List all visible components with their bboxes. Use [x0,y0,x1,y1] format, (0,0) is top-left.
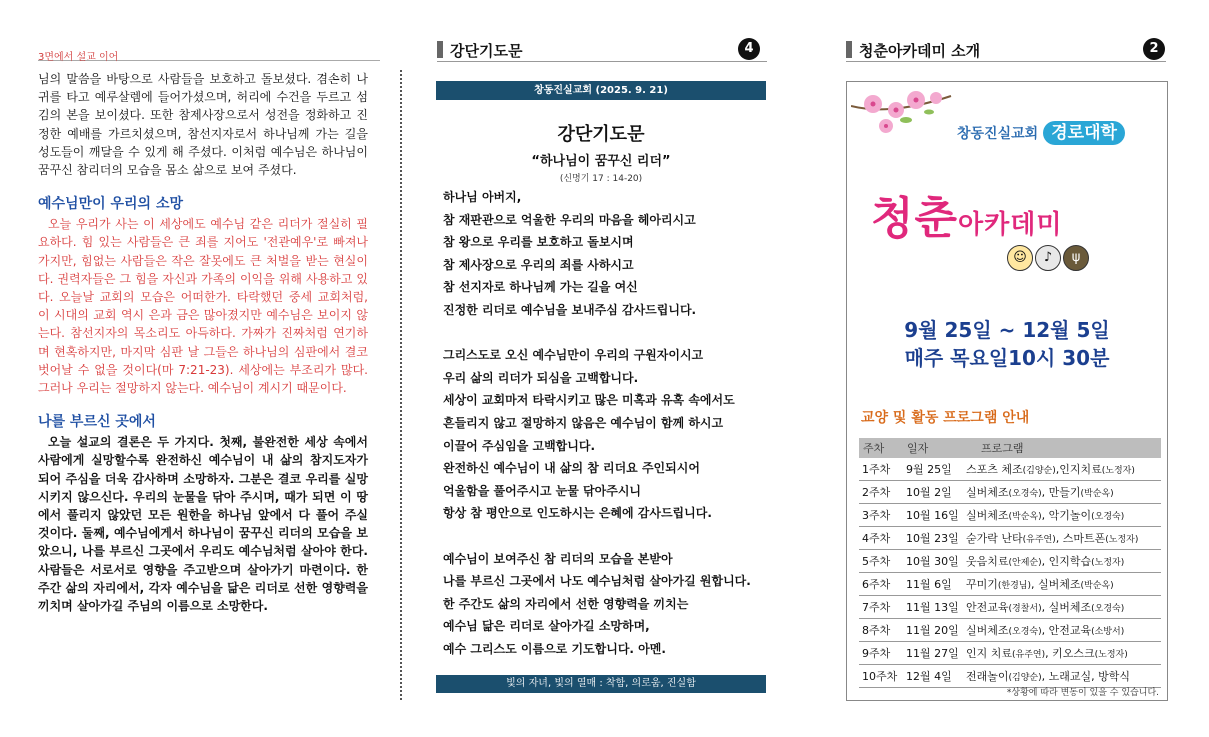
date-text: 11월 20일 [906,624,959,637]
prayer-line: 나를 부르신 그곳에서 나도 예수님처럼 살아가길 원합니다. [443,574,751,589]
prayer-line: 진정한 리더로 예수님을 보내주심 감사드립니다. [443,302,697,317]
date-text: 11월 13일 [906,601,959,614]
cell-date [903,573,963,596]
continued-label: 3면에서 설교 이어 [38,52,119,63]
program-text: 안전교육 [966,601,1009,614]
instructor2-text: (노정자) [1091,558,1125,568]
cell-date [903,619,963,642]
academy-panel [846,81,1168,701]
prayer-line: 완전하신 예수님이 내 삶의 참 리더요 주인되시어 [443,461,700,476]
cell-week [859,642,903,665]
program2-text: , 실버체조 [1041,601,1092,614]
table-row [859,596,1161,619]
program-heading: 교양 및 활동 프로그램 안내 [861,410,1030,426]
cell-week [859,596,903,619]
section2-paragraph: 오늘 설교의 결론은 두 가지다. 첫째, 불완전한 세상 속에서 사람에게 실망할수록 완전하신 예수님이 내 삶의 참지도자가 되어 주심을 더욱 감사하며 소망하자. 그분은 결코 우리를 실망시키지 않으신다. 우리의 눈물을 닦아 주시며, 때가 되면 이 땅에서 풀리지 않았던 모든 원한을 하나님 앞에서 다 풀어 주실 것이다. 둘째, 예수님에게서 하나님이 꿈꾸신 리더의 모습을 보았으니, 나를 부르신 그곳에서 우리도 예수님처럼 살아야 한다. 사람들은 서로서로 영향을 주고받으며 살아가기 마련이다. 한 주간 삶의 자리에서, 각자 예수님을 닮은 리더로 선한 영향력을 끼치며 살아가길 주님의 이름으로 소망한다. [38,435,368,614]
cell-week [859,458,903,481]
cell-week [859,527,903,550]
program2-text: , 만들기 [1041,486,1081,499]
prayer-line: 참 선지자로 하나님께 가는 길을 여신 [443,280,638,295]
program-text: 웃음치료 [966,555,1009,568]
prayer-line: 우리 삶의 리더가 되심을 고백합니다. [443,370,639,385]
week-text: 6주차 [862,578,891,591]
date-text: 10월 16일 [906,509,959,522]
program2-text: ,인지치료 [1055,463,1102,476]
right-header-bar [846,41,852,58]
table-row [859,642,1161,665]
instructor-text: (오경숙) [1008,627,1042,637]
instructor2-text: (박순옥) [1080,489,1114,499]
program-text: 스포츠 체조 [966,463,1023,476]
academy-title-small: 아카데미 [958,210,1063,240]
cell-program [963,596,1161,619]
academy-title [871,182,1062,246]
church-name: 창동진실교회 [957,126,1039,142]
page-number-4: 4 [738,38,760,60]
elder-college-badge: 경로대학 [1043,121,1125,145]
col-week: 주차 [859,438,903,458]
cell-week [859,481,903,504]
prayer-line: 억울함을 풀어주시고 눈물 닦아주시니 [443,483,642,498]
middle-section-title: 강단기도문 [450,42,523,60]
middle-header-bar [437,41,443,58]
cell-week [859,550,903,573]
instructor-text: (김양순) [1022,466,1056,476]
week-text: 5주차 [862,555,891,568]
date-text: 12월 4일 [906,670,952,683]
cell-date [903,596,963,619]
week-text: 2주차 [862,486,891,499]
instructor2-text: (박순옥) [1080,581,1114,591]
instructor2-text: (오경숙) [1091,604,1125,614]
col-date: 일자 [903,438,963,458]
cell-week [859,573,903,596]
right-header-line [846,61,1166,62]
prayer-line: 참 제사장으로 우리의 죄를 사하시고 [443,257,634,272]
prayer-line: 참 재판관으로 억울한 우리의 마음을 헤아리시고 [443,212,696,227]
academy-title-big: 청춘 [871,193,959,244]
prayer-line: 세상이 교회마저 타락시키고 많은 미혹과 유혹 속에서도 [443,393,735,408]
prayer-line: 이끌어 주심임을 고백합니다. [443,438,596,453]
date-text: 10월 30일 [906,555,959,568]
table-row [859,619,1161,642]
intro-paragraph: 님의 말씀을 바탕으로 사람들을 보호하고 돌보셨다. 겸손히 나귀를 타고 예루살렘에 들어가셨으며, 허리에 수건을 두르고 섬김의 본을 보이셨다. 또한 참제사장으로서 성전을 정화하고 진정한 예배를 가르치셨으며, 참선지자로서 하나님께 가는 길을 성도들이 깨달을 수 있게 해 주셨다. 이처럼 예수님은 하나님이 꿈꾸신 참리더의 모습을 몸소 삶으로 보여 주셨다. [38,72,368,178]
week-text: 10주차 [862,670,898,683]
week-text: 8주차 [862,624,891,637]
program-text: 숟가락 난타 [966,532,1023,545]
instructor-text: (경찰서) [1008,604,1042,614]
week-text: 3주차 [862,509,891,522]
prayer-line: 하나님 아버지, [443,190,522,204]
prayer-line: 예수님 닮은 리더로 살아가길 소망하며, [443,619,650,634]
program2-text: , 인지학습 [1041,555,1092,568]
cell-date [903,458,963,481]
instructor2-text: (오경숙) [1091,512,1125,522]
column-divider [400,70,402,700]
cell-date [903,642,963,665]
program-table [859,438,1161,688]
instructor-text: (오경숙) [1008,489,1042,499]
cell-date [903,504,963,527]
section2-title: 나를 부르신 곳에서 [38,414,156,431]
program2-text: , 실버체조 [1031,578,1081,591]
prayer-body [443,186,773,660]
program-text: 인지 치료 [966,647,1013,660]
cell-program [963,504,1161,527]
cell-week [859,619,903,642]
cell-program [963,458,1161,481]
program2-text: , 악기놀이 [1041,509,1092,522]
prayer-line: 예수 그리스도 이름으로 기도합니다. 아멘. [443,641,666,656]
program2-text: , 키오스크 [1045,647,1095,660]
instructor2-text: (노정자) [1094,650,1128,660]
table-row [859,481,1161,504]
date-text: 9월 25일 [906,463,952,476]
cell-program [963,550,1161,573]
utensils-icon: ψ [1063,245,1089,271]
right-section-title: 청춘아카데미 소개 [859,42,981,60]
cell-date [903,527,963,550]
activity-icons [1007,245,1091,271]
program2-text: , 스마트폰 [1055,532,1106,545]
week-text: 7주차 [862,601,891,614]
instructor-text: (김양순) [1008,673,1042,683]
prayer-line [443,322,773,345]
prayer-line: 한 주간도 삶의 자리에서 선한 영향력을 끼치는 [443,596,689,611]
cell-program [963,573,1161,596]
instructor-text: (유주연) [1012,650,1046,660]
date-text: 11월 6일 [906,578,952,591]
schedule-note: *상황에 따라 변동이 있을 수 있습니다. [1006,688,1159,698]
prayer-line: 항상 참 평안으로 인도하시는 은혜에 감사드립니다. [443,506,712,521]
cell-week [859,504,903,527]
section1-paragraph: 오늘 우리가 사는 이 세상에도 예수님 같은 리더가 절실히 필요하다. 힘 있는 사람들은 큰 죄를 지어도 '전관예우'로 빠져나가지만, 힘없는 사람들은 작은 잘못에도 큰 처벌을 받는 현실이다. 권력자들은 그 힘을 자신과 가족의 이익을 위해 사용하고 있다. 오늘날 교회의 모습은 어떠한가. 타락했던 중세 교회처럼, 이 시대의 교회 역시 은과 금은 많아졌지만 예수님은 보이지 않는다. 참선지자의 목소리도 아득하다. 가짜가 진짜처럼 연기하며 현혹하지만, 마지막 심판 날 그들은 하나님의 심판에서 결코 벗어날 수 없을 것이다(마 7:21-23). 세상에는 부조리가 많다. 그러나 우리는 절망하지 않는다. 예수님이 계시기 때문이다. [38,217,368,396]
cell-program [963,481,1161,504]
prayer-line: 참 왕으로 우리를 보호하고 돌보시며 [443,235,634,250]
program-text: 꾸미기 [966,578,998,591]
week-text: 9주차 [862,647,891,660]
program-text: 실버체조 [966,509,1009,522]
table-row [859,504,1161,527]
prayer-line [443,525,773,548]
cell-program [963,527,1161,550]
footer-bar: 빛의 자녀, 빛의 열매 : 착함, 의로움, 진실함 [436,675,766,693]
sermon-column [38,70,368,615]
prayer-line: 그리스도로 오신 예수님만이 우리의 구원자이시고 [443,348,704,363]
date-range: 9월 25일 ~ 12월 5일 [904,318,1110,342]
person-icon: ☺ [1007,245,1033,271]
instructor-text: (유주연) [1022,535,1056,545]
cell-date [903,481,963,504]
date-text: 10월 2일 [906,486,952,499]
page-number-2: 2 [1143,38,1165,60]
instructor2-text: (소방서) [1091,627,1125,637]
program2-text: , 노래교실, 방학식 [1041,670,1130,683]
microphone-icon: ♪ [1035,245,1061,271]
weekly-schedule: 매주 목요일10시 30분 [904,346,1110,370]
program-text: 실버체조 [966,486,1009,499]
week-text: 4주차 [862,532,891,545]
table-row [859,458,1161,481]
prayer-line: 예수님이 보여주신 참 리더의 모습을 본받아 [443,551,673,566]
section1-title: 예수님만이 우리의 소망 [38,196,183,213]
date-text: 11월 27일 [906,647,959,660]
cell-date [903,550,963,573]
church-date-bar: 창동진실교회 (2025. 9. 21) [436,81,766,100]
table-row [859,573,1161,596]
cell-program [963,642,1161,665]
instructor2-text: (노정자) [1101,466,1135,476]
week-text: 1주차 [862,463,891,476]
prayer-subtitle: “하나님이 꿈꾸신 리더” [531,154,671,169]
middle-header-line [437,61,767,62]
prayer-line: 흔들리지 않고 절망하지 않음은 예수님이 함께 하시고 [443,415,724,430]
scripture-reference: (신명기 17 : 14-20) [559,174,643,184]
col-program: 프로그램 [963,438,1161,458]
date-text: 10월 23일 [906,532,959,545]
table-header-row [859,438,1161,458]
program-text: 실버체조 [966,624,1009,637]
instructor-text: (안제순) [1008,558,1042,568]
instructor-text: (박순옥) [1008,512,1042,522]
blossom-icon [851,86,961,146]
instructor-text: (한경님) [997,581,1031,591]
prayer-title: 강단기도문 [557,124,645,145]
instructor2-text: (노정자) [1105,535,1139,545]
program-text: 전래놀이 [966,670,1009,683]
church-banner [957,118,1125,143]
program2-text: , 안전교육 [1041,624,1092,637]
cell-program [963,619,1161,642]
table-row [859,527,1161,550]
table-row [859,550,1161,573]
